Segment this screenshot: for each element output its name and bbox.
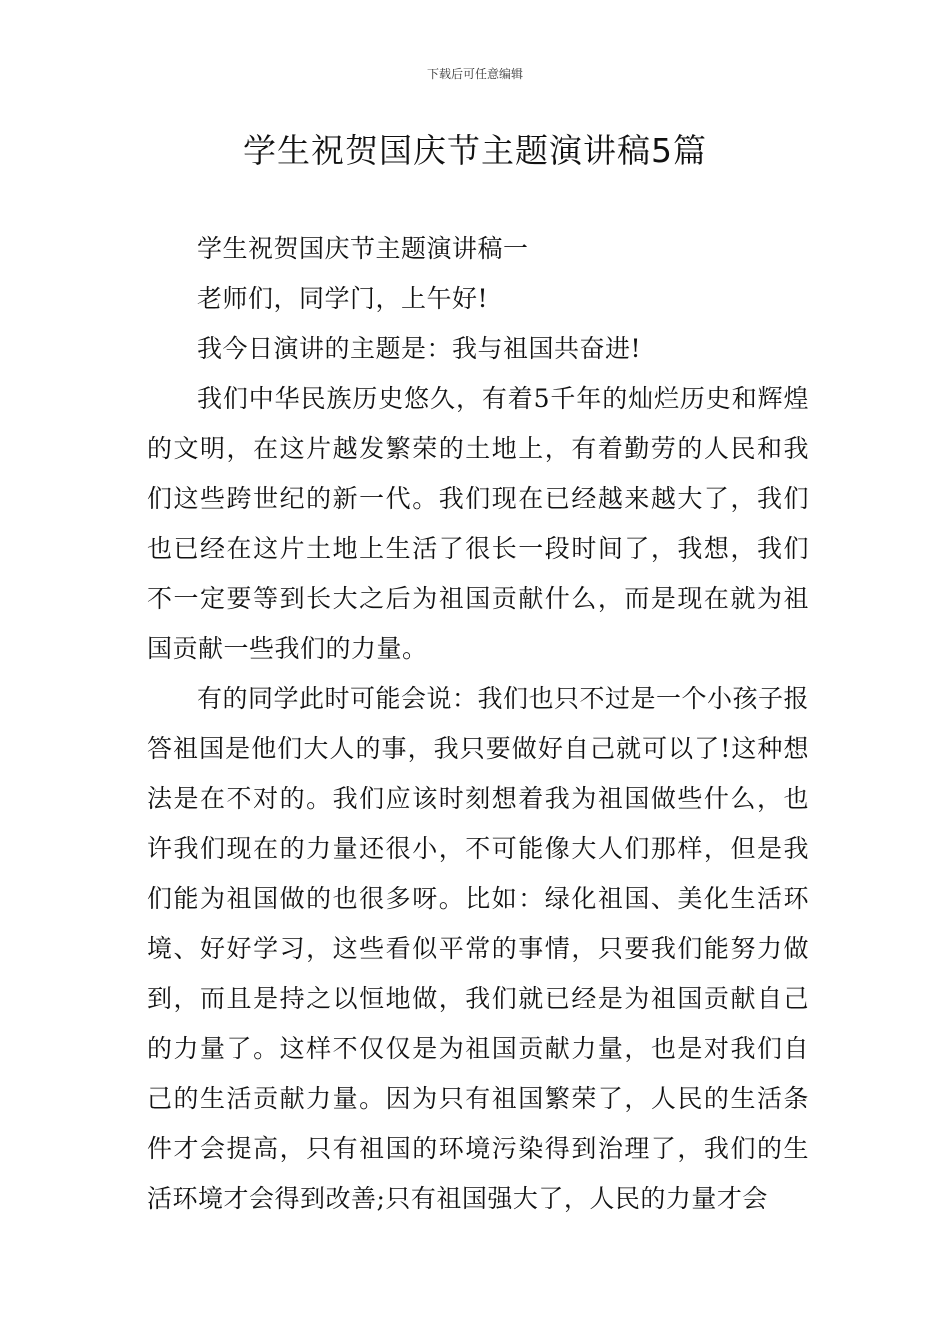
greeting-paragraph: 老师们，同学门，上午好! bbox=[197, 284, 489, 313]
section-heading: 学生祝贺国庆节主题演讲稿一 bbox=[197, 234, 529, 263]
document-title: 学生祝贺国庆节主题演讲稿5篇 bbox=[243, 131, 707, 170]
body-paragraph: 有的同学此时可能会说：我们也只不过是一个小孩子报答祖国是他们大人的事，我只要做好自己就可以了!这种想法是在不对的。我们应该时刻想着我为祖国做些什么，也许我们现在的力量还很小，不可能像大人们那样，但是我们能为祖国做的也很多呀。比如：绿化祖国、美化生活环境、好好学习，这些看似平常的事情，只要我们能努力做到，而且是持之以恒地做，我们就已经是为祖国贡献自己的力量了。这样不仅仅是为祖国贡献力量，也是对我们自己的生活贡献力量。因为只有祖国繁荣了，人民的生活条件才会提高，只有祖国的环境污染得到治理了，我们的生活环境才会得到改善;只有祖国强大了，人民的力量才会 bbox=[147, 684, 810, 1213]
header-note: 下载后可任意编辑 bbox=[426, 67, 523, 81]
body-paragraph: 我们中华民族历史悠久，有着5千年的灿烂历史和辉煌的文明，在这片越发繁荣的土地上，有着勤劳的人民和我们这些跨世纪的新一代。我们现在已经越来越大了，我们也已经在这片土地上生活了很长一段时间了，我想，我们不一定要等到长大之后为祖国贡献什么，而是现在就为祖国贡献一些我们的力量。 bbox=[147, 384, 809, 663]
document-body bbox=[147, 224, 809, 1224]
topic-paragraph: 我今日演讲的主题是：我与祖国共奋进! bbox=[197, 334, 642, 363]
